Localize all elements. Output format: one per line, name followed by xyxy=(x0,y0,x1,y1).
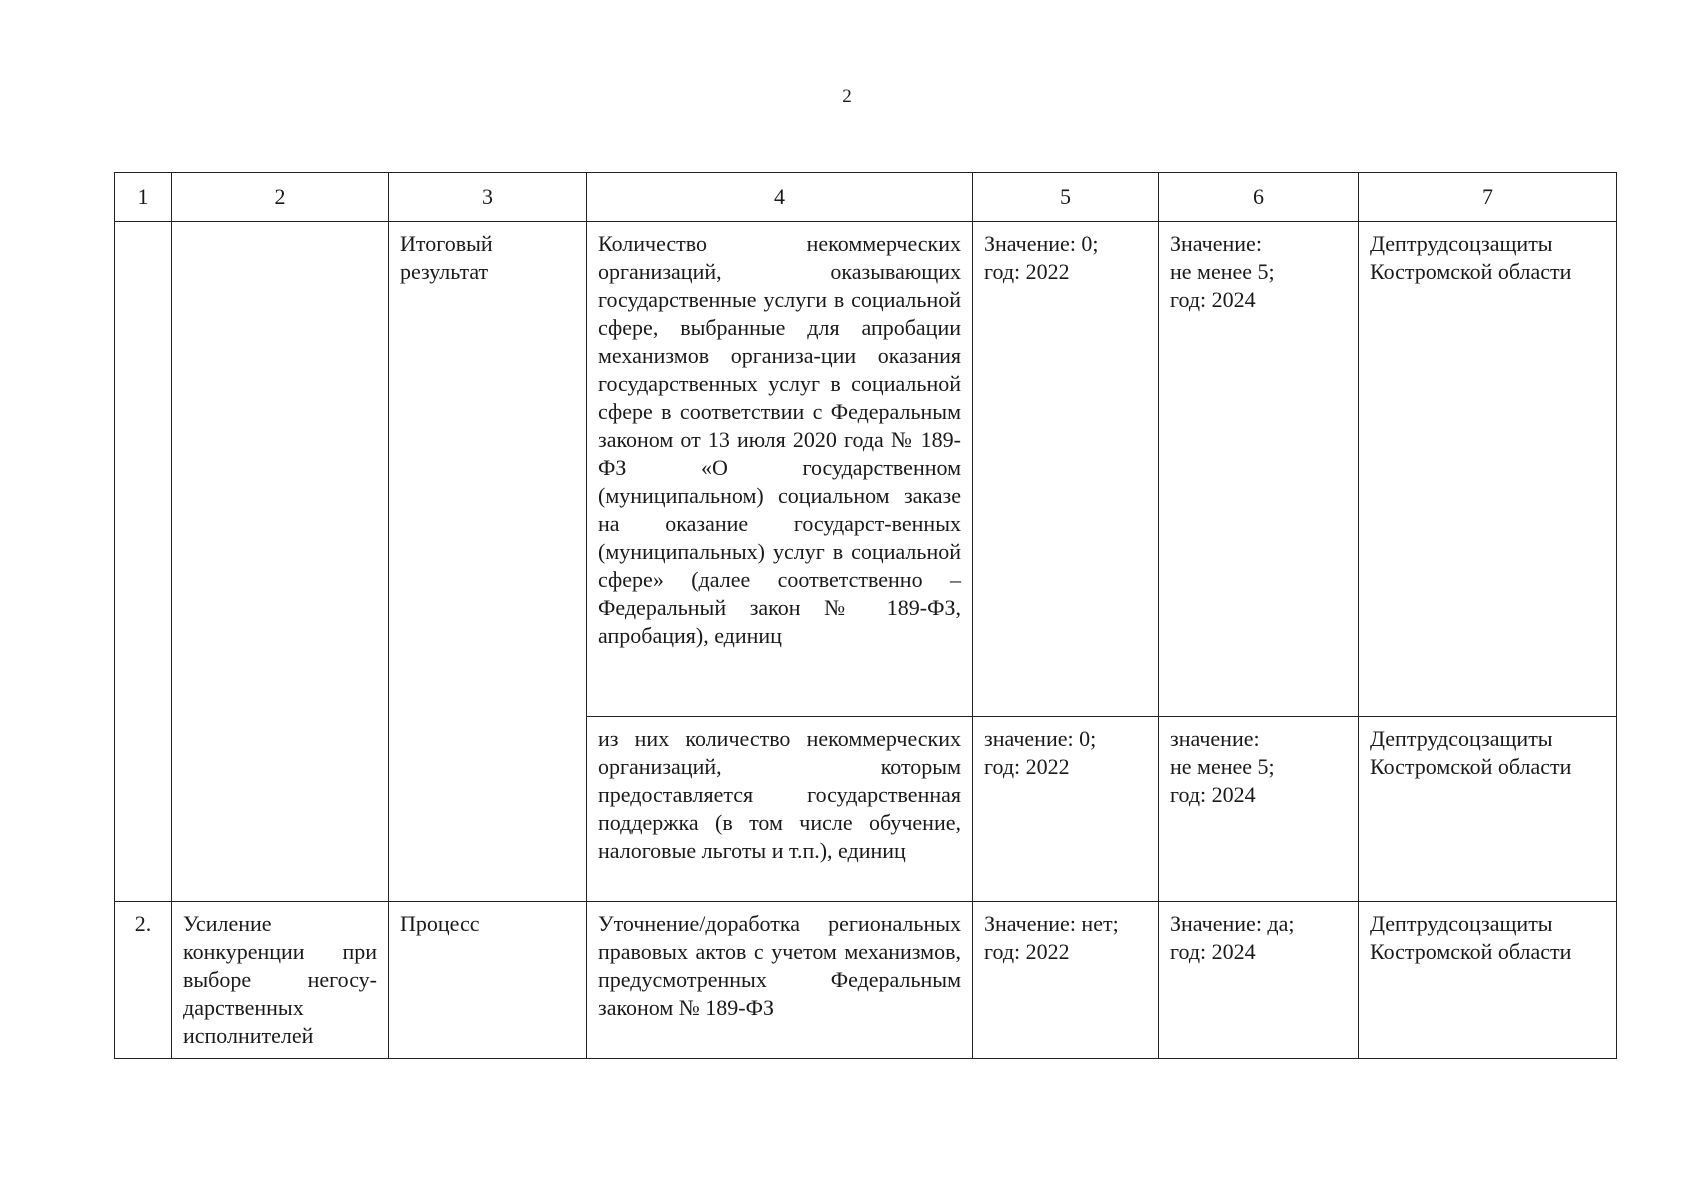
indicator-description-cell: Количество некоммерческих организаций, оказывающих государственные услуги в социальной сфере, выбранные для апробации механизмов организа-ции оказания государственных услуг в социальной сфере в соответствии с Федеральным законом от 13 июля 2020 года № 189-ФЗ «О государственном (муниципальном) социальном заказе на оказание государст-венных (муниципальных) услуг в социальной сфере» (далее соответственно – Федеральный закон № 189-ФЗ, апробация), единиц xyxy=(587,222,973,717)
table-row xyxy=(115,222,1617,717)
baseline-value: значение: 0; xyxy=(984,726,1097,751)
baseline-year: год: 2022 xyxy=(984,939,1070,964)
table-row xyxy=(115,902,1617,1059)
target-year: год: 2024 xyxy=(1170,782,1256,807)
target-value: не менее 5; xyxy=(1170,754,1275,779)
column-header-3: 3 xyxy=(389,173,587,222)
responsible-department: Дептрудсоцзащиты xyxy=(1370,231,1553,256)
target-value: Значение: да; xyxy=(1170,911,1295,936)
responsible-department: Дептрудсоцзащиты xyxy=(1370,911,1553,936)
responsible-region: Костромской области xyxy=(1370,939,1572,964)
responsible-region: Костромской области xyxy=(1370,259,1572,284)
baseline-value-cell xyxy=(973,717,1159,902)
target-label: значение: xyxy=(1170,726,1260,751)
column-header-2: 2 xyxy=(172,173,389,222)
indicators-table xyxy=(114,172,1617,1059)
baseline-value: Значение: 0; xyxy=(984,231,1099,256)
row-number-cell: 2. xyxy=(115,902,172,1059)
page-number: 2 xyxy=(842,86,852,107)
responsible-region: Костромской области xyxy=(1370,754,1572,779)
responsible-department: Дептрудсоцзащиты xyxy=(1370,726,1553,751)
header-row xyxy=(115,173,1617,222)
row-number-cell xyxy=(115,222,172,902)
baseline-value: Значение: нет; xyxy=(984,911,1119,936)
target-year: год: 2024 xyxy=(1170,287,1256,312)
target-label: Значение: xyxy=(1170,231,1262,256)
column-header-5: 5 xyxy=(973,173,1159,222)
responsible-cell xyxy=(1359,222,1617,717)
task-name-cell xyxy=(172,222,389,902)
indicator-description-cell: из них количество некоммерческих организаций, которым предоставляется государственная поддержка (в том числе обучение, налоговые льготы и т.п.), единиц xyxy=(587,717,973,902)
column-header-7: 7 xyxy=(1359,173,1617,222)
target-value-cell xyxy=(1159,717,1359,902)
target-year: год: 2024 xyxy=(1170,939,1256,964)
responsible-cell xyxy=(1359,902,1617,1059)
baseline-value-cell xyxy=(973,902,1159,1059)
column-header-4: 4 xyxy=(587,173,973,222)
task-name-cell: Усиление конкуренции при выборе негосу-дарственных исполнителей xyxy=(172,902,389,1059)
baseline-year: год: 2022 xyxy=(984,754,1070,779)
column-header-6: 6 xyxy=(1159,173,1359,222)
target-value-cell xyxy=(1159,222,1359,717)
indicator-description-cell: Уточнение/доработка региональных правовых актов с учетом механизмов, предусмотренных Федеральным законом № 189-ФЗ xyxy=(587,902,973,1059)
target-value: не менее 5; xyxy=(1170,259,1275,284)
result-type-cell: Итоговый результат xyxy=(389,222,587,902)
target-value-cell xyxy=(1159,902,1359,1059)
baseline-year: год: 2022 xyxy=(984,259,1070,284)
result-type-cell: Процесс xyxy=(389,902,587,1059)
baseline-value-cell xyxy=(973,222,1159,717)
column-header-1: 1 xyxy=(115,173,172,222)
responsible-cell xyxy=(1359,717,1617,902)
